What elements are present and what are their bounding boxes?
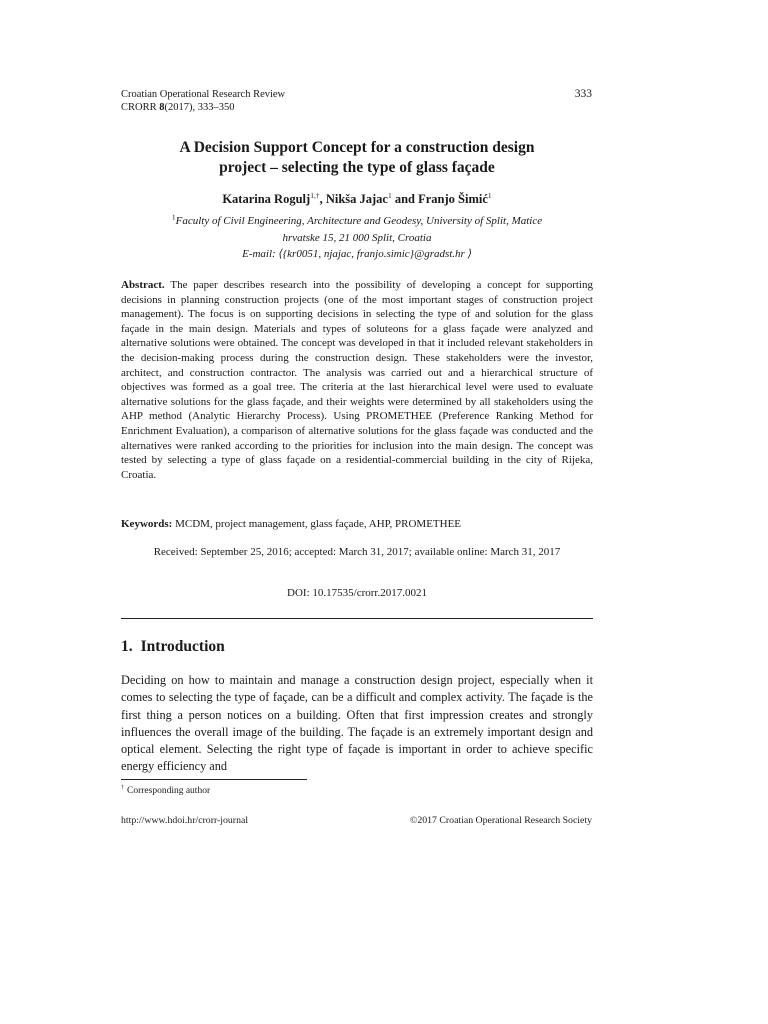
affiliation-marker: 1 <box>171 212 176 222</box>
footnote-text: Corresponding author <box>127 786 211 796</box>
affiliation-line1 <box>121 213 593 230</box>
author-name: Franjo Šimić <box>418 192 488 206</box>
author-marker: 1,† <box>310 190 320 200</box>
citation-prefix: CRORR <box>121 102 157 113</box>
keywords-label: Keywords: <box>121 518 173 530</box>
keywords-text: MCDM, project management, glass façade, AHP, PROMETHEE <box>175 518 462 530</box>
affiliation-line2: hrvatske 15, 21 000 Split, Croatia <box>282 231 432 244</box>
footnote-divider <box>121 779 307 780</box>
citation-rest: (2017), 333–350 <box>164 102 235 113</box>
section-divider <box>121 618 593 619</box>
footnote-marker: † <box>121 784 124 791</box>
paper-title-line2: project – selecting the type of glass façade <box>219 159 495 176</box>
author-list <box>121 191 593 207</box>
citation-volume: 8 <box>159 102 165 113</box>
running-header <box>121 88 285 114</box>
doi[interactable]: DOI: 10.17535/crorr.2017.0021 <box>287 587 427 599</box>
page-number: 333 <box>574 88 592 100</box>
abstract-label: Abstract. <box>121 279 165 291</box>
author-name: Nikša Jajac <box>325 192 388 206</box>
paper-title-line1: A Decision Support Concept for a construction design <box>179 139 535 156</box>
section-heading <box>121 637 225 657</box>
paper-title <box>121 138 593 178</box>
author-marker: 1 <box>387 190 392 200</box>
author-marker: 1 <box>487 190 492 200</box>
section-title: Introduction <box>140 638 225 655</box>
journal-url[interactable]: http://www.hdoi.hr/crorr-journal <box>121 815 249 826</box>
journal-citation <box>121 101 285 114</box>
abstract <box>121 278 593 482</box>
received-dates: Received: September 25, 2016; accepted: March 31, 2017; available online: March 31, 2017 <box>153 546 561 558</box>
keywords <box>121 517 593 532</box>
section-number: 1. <box>121 638 133 655</box>
author-separator: and <box>391 192 419 206</box>
author-name: Katarina Rogulj <box>222 192 311 206</box>
footnote <box>121 785 210 797</box>
abstract-text: The paper describes research into the possibility of developing a concept for supporting decisions in planning construction projects (one of the most important stages of construction project management). The focus is on supporting decisions in selecting the type of and solution for the glass façade in the main design. Materials and types of soluteons for a glass façade were analyzed and alternative solutions were obtained. The concept was developed in that it included relevant stakeholders in the decision-making process during the construction design. These stakeholders were the investor, architect, and construction contractor. The analysis was carried out and a hierarchical structure of objectives was formed as a goal tree. The criteria at the last hierarchical level were used to evaluate alternative solutions for the glass façade, and their weights were determined by all stakeholders using the AHP method (Analytic Hierarchy Process). Using PROMETHEE (Preference Ranking Method for Enrichment Evaluation), a comparison of alternative solutions for the glass façade was conducted and the alternatives were ranked according to the priorities for inclusion into the main design. The concept was tested by selecting a type of glass façade on a residential-commercial building in the city of Rijeka, Croatia. <box>121 279 593 481</box>
email-line[interactable]: E-mail: ⟨{kr0051, njajac, franjo.simic}@gradst.hr ⟩ <box>242 248 472 260</box>
copyright: ©2017 Croatian Operational Research Society <box>409 815 592 826</box>
introduction-text: Deciding on how to maintain and manage a construction design project, especially when it comes to selecting the type of façade, can be a difficult and complex activity. The façade is the first thing a person notices on a building. Often that first impression creates and strongly influences the overall image of the building. The façade is an extremely important design and optical element. Selecting the right type of façade is important in order to achieve specific energy efficiency and <box>121 673 593 774</box>
journal-name: Croatian Operational Research Review <box>121 89 286 100</box>
affiliation-text: Faculty of Civil Engineering, Architecture and Geodesy, University of Split, Matice <box>175 215 543 227</box>
author-separator: , <box>319 192 326 206</box>
affiliation <box>121 213 593 263</box>
